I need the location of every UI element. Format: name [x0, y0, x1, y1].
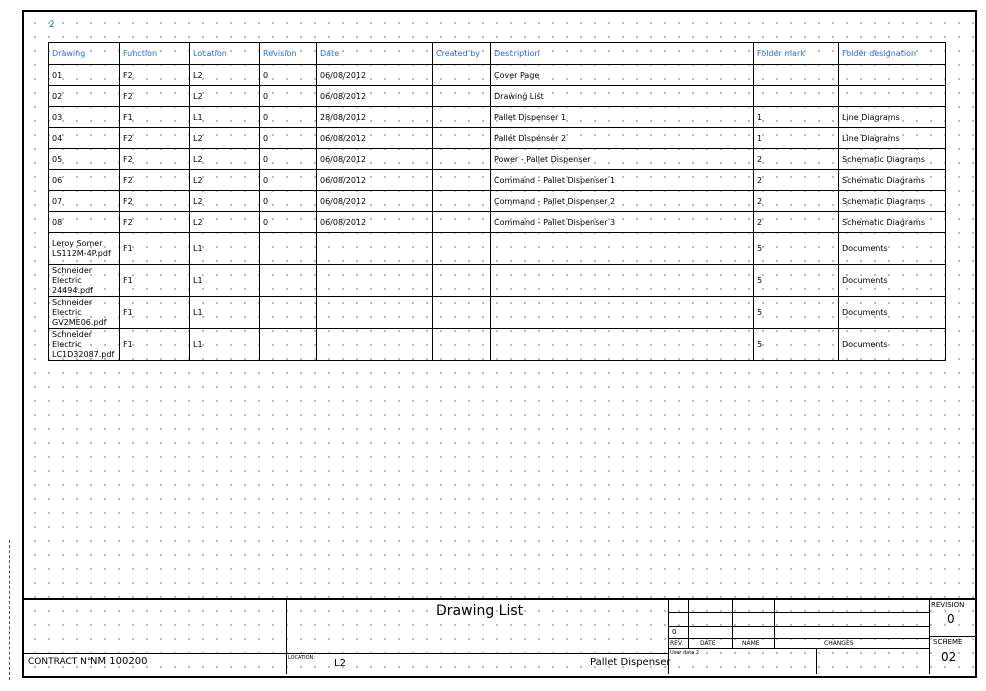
cell-created-by — [433, 297, 491, 329]
divider — [732, 600, 733, 649]
cell-created-by — [433, 170, 491, 191]
cell-location: L2 — [190, 170, 260, 191]
drawing-sheet — [22, 10, 977, 678]
title-text: Drawing List — [436, 603, 524, 619]
cell-drawing: Leroy Somer LS112M-4P.pdf — [49, 233, 120, 265]
divider — [929, 600, 930, 674]
cell-folder-designation — [839, 86, 946, 107]
cell-date — [317, 265, 433, 297]
cell-revision — [260, 297, 317, 329]
project-name: Pallet Dispenser — [590, 657, 671, 668]
cell-folder-mark: 5 — [754, 297, 839, 329]
cell-function: F1 — [120, 265, 190, 297]
cell-drawing: 06 — [49, 170, 120, 191]
cell-drawing: 03 — [49, 107, 120, 128]
drawing-list-table — [48, 42, 946, 361]
divider — [668, 612, 929, 613]
cell-location: L2 — [190, 149, 260, 170]
scheme-label: SCHEME — [933, 638, 963, 646]
cell-drawing: 05 — [49, 149, 120, 170]
cell-revision: 0 — [260, 212, 317, 233]
contract-value: NM 100200 — [90, 656, 148, 667]
cell-date: 06/08/2012 — [317, 149, 433, 170]
cell-description — [491, 265, 754, 297]
divider — [668, 626, 929, 627]
table-row — [49, 233, 946, 265]
cell-created-by — [433, 191, 491, 212]
margin-marks — [9, 540, 11, 680]
cell-location: L1 — [190, 233, 260, 265]
cell-function: F1 — [120, 107, 190, 128]
cell-revision: 0 — [260, 170, 317, 191]
rev-label: REV. — [670, 640, 684, 647]
cell-drawing: 04 — [49, 128, 120, 149]
location-value: L2 — [334, 658, 346, 669]
cell-folder-designation: Documents — [839, 233, 946, 265]
cell-created-by — [433, 265, 491, 297]
table-row — [49, 212, 946, 233]
cell-function: F2 — [120, 86, 190, 107]
header-drawing: Drawing — [49, 43, 120, 65]
table-header-row — [49, 43, 946, 65]
cell-date — [317, 297, 433, 329]
cell-date: 06/08/2012 — [317, 65, 433, 86]
divider — [816, 649, 817, 674]
cell-date: 06/08/2012 — [317, 86, 433, 107]
cell-description: Command - Pallet Dispenser 2 — [491, 191, 754, 212]
cell-created-by — [433, 107, 491, 128]
table-row — [49, 107, 946, 128]
cell-drawing: 08 — [49, 212, 120, 233]
header-folder-mark: Folder mark — [754, 43, 839, 65]
cell-location: L2 — [190, 65, 260, 86]
cell-revision: 0 — [260, 107, 317, 128]
header-location: Location — [190, 43, 260, 65]
cell-date: 28/08/2012 — [317, 107, 433, 128]
table-row — [49, 128, 946, 149]
cell-created-by — [433, 86, 491, 107]
cell-folder-designation: Documents — [839, 297, 946, 329]
cell-folder-designation: Line Diagrams — [839, 107, 946, 128]
cell-drawing: 07 — [49, 191, 120, 212]
cell-date: 06/08/2012 — [317, 170, 433, 191]
cell-date: 06/08/2012 — [317, 191, 433, 212]
cell-function: F1 — [120, 297, 190, 329]
table-body — [49, 65, 946, 361]
cell-location: L1 — [190, 107, 260, 128]
cell-description: Command - Pallet Dispenser 1 — [491, 170, 754, 191]
cell-function: F2 — [120, 170, 190, 191]
cell-drawing: 02 — [49, 86, 120, 107]
table-row — [49, 86, 946, 107]
cell-created-by — [433, 212, 491, 233]
cell-location: L2 — [190, 212, 260, 233]
cell-revision: 0 — [260, 65, 317, 86]
cell-description — [491, 297, 754, 329]
cell-function: F2 — [120, 212, 190, 233]
cell-drawing: Schneider Electric 24494.pdf — [49, 265, 120, 297]
divider — [774, 600, 775, 649]
scheme-value: 02 — [941, 650, 957, 664]
user-data-label: User data 2 — [670, 650, 700, 656]
divider — [929, 636, 975, 637]
cell-folder-mark: 5 — [754, 329, 839, 361]
cell-description: Pallet Dispenser 2 — [491, 128, 754, 149]
cell-description: Power - Pallet Dispenser — [491, 149, 754, 170]
cell-function: F1 — [120, 233, 190, 265]
cell-created-by — [433, 233, 491, 265]
header-function: Function — [120, 43, 190, 65]
divider — [24, 653, 668, 654]
date-label: DATE — [700, 640, 716, 647]
cell-location: L2 — [190, 128, 260, 149]
cell-folder-mark — [754, 86, 839, 107]
cell-folder-designation: Documents — [839, 329, 946, 361]
cell-description — [491, 329, 754, 361]
cell-folder-designation: Schematic Diagrams — [839, 212, 946, 233]
cell-location: L1 — [190, 329, 260, 361]
cell-folder-mark: 2 — [754, 212, 839, 233]
table-row — [49, 329, 946, 361]
divider — [668, 638, 929, 639]
cell-folder-designation — [839, 65, 946, 86]
cell-date: 06/08/2012 — [317, 212, 433, 233]
cell-folder-mark: 1 — [754, 128, 839, 149]
cell-folder-mark — [754, 65, 839, 86]
cell-function: F2 — [120, 149, 190, 170]
cell-folder-mark: 2 — [754, 149, 839, 170]
header-date: Date — [317, 43, 433, 65]
sheet-number: 2 — [49, 20, 55, 30]
table-row — [49, 149, 946, 170]
cell-description: Pallet Dispenser 1 — [491, 107, 754, 128]
header-revision: Revision — [260, 43, 317, 65]
cell-description: Cover Page — [491, 65, 754, 86]
cell-location: L1 — [190, 297, 260, 329]
cell-revision: 0 — [260, 191, 317, 212]
cell-function: F1 — [120, 329, 190, 361]
contract-label: CONTRACT N° : — [28, 657, 98, 667]
cell-revision: 0 — [260, 149, 317, 170]
cell-created-by — [433, 329, 491, 361]
cell-description — [491, 233, 754, 265]
changes-label: CHANGES — [824, 640, 854, 647]
cell-created-by — [433, 149, 491, 170]
cell-folder-designation: Schematic Diagrams — [839, 170, 946, 191]
cell-revision — [260, 329, 317, 361]
divider — [688, 600, 689, 649]
cell-folder-mark: 2 — [754, 170, 839, 191]
location-label: LOCATION: — [288, 655, 315, 661]
cell-drawing: Schneider Electric GV2ME06.pdf — [49, 297, 120, 329]
cell-revision — [260, 233, 317, 265]
cell-revision: 0 — [260, 128, 317, 149]
cell-function: F2 — [120, 128, 190, 149]
table-row — [49, 297, 946, 329]
cell-created-by — [433, 65, 491, 86]
rev-value: 0 — [672, 628, 677, 636]
cell-folder-mark: 5 — [754, 233, 839, 265]
cell-location: L1 — [190, 265, 260, 297]
cell-folder-designation: Schematic Diagrams — [839, 191, 946, 212]
cell-folder-mark: 2 — [754, 191, 839, 212]
header-created-by: Created by — [433, 43, 491, 65]
cell-date: 06/08/2012 — [317, 128, 433, 149]
cell-folder-designation: Line Diagrams — [839, 128, 946, 149]
table-row — [49, 170, 946, 191]
cell-description: Drawing List — [491, 86, 754, 107]
revision-value: 0 — [947, 612, 955, 626]
cell-folder-mark: 1 — [754, 107, 839, 128]
revision-label: REVISION — [931, 601, 965, 609]
cell-location: L2 — [190, 191, 260, 212]
cell-folder-designation: Schematic Diagrams — [839, 149, 946, 170]
cell-description: Command - Pallet Dispenser 3 — [491, 212, 754, 233]
cell-function: F2 — [120, 65, 190, 86]
table-row — [49, 65, 946, 86]
cell-folder-mark: 5 — [754, 265, 839, 297]
title-block — [24, 598, 975, 676]
table-row — [49, 265, 946, 297]
table-row — [49, 191, 946, 212]
cell-drawing: Schneider Electric LC1D32087.pdf — [49, 329, 120, 361]
header-description: Description — [491, 43, 754, 65]
cell-revision — [260, 265, 317, 297]
cell-folder-designation: Documents — [839, 265, 946, 297]
cell-location: L2 — [190, 86, 260, 107]
name-label: NAME — [742, 640, 760, 647]
cell-created-by — [433, 128, 491, 149]
cell-revision: 0 — [260, 86, 317, 107]
cell-drawing: 01 — [49, 65, 120, 86]
divider — [286, 600, 287, 674]
cell-date — [317, 329, 433, 361]
cell-function: F2 — [120, 191, 190, 212]
header-folder-designation: Folder designation — [839, 43, 946, 65]
cell-date — [317, 233, 433, 265]
